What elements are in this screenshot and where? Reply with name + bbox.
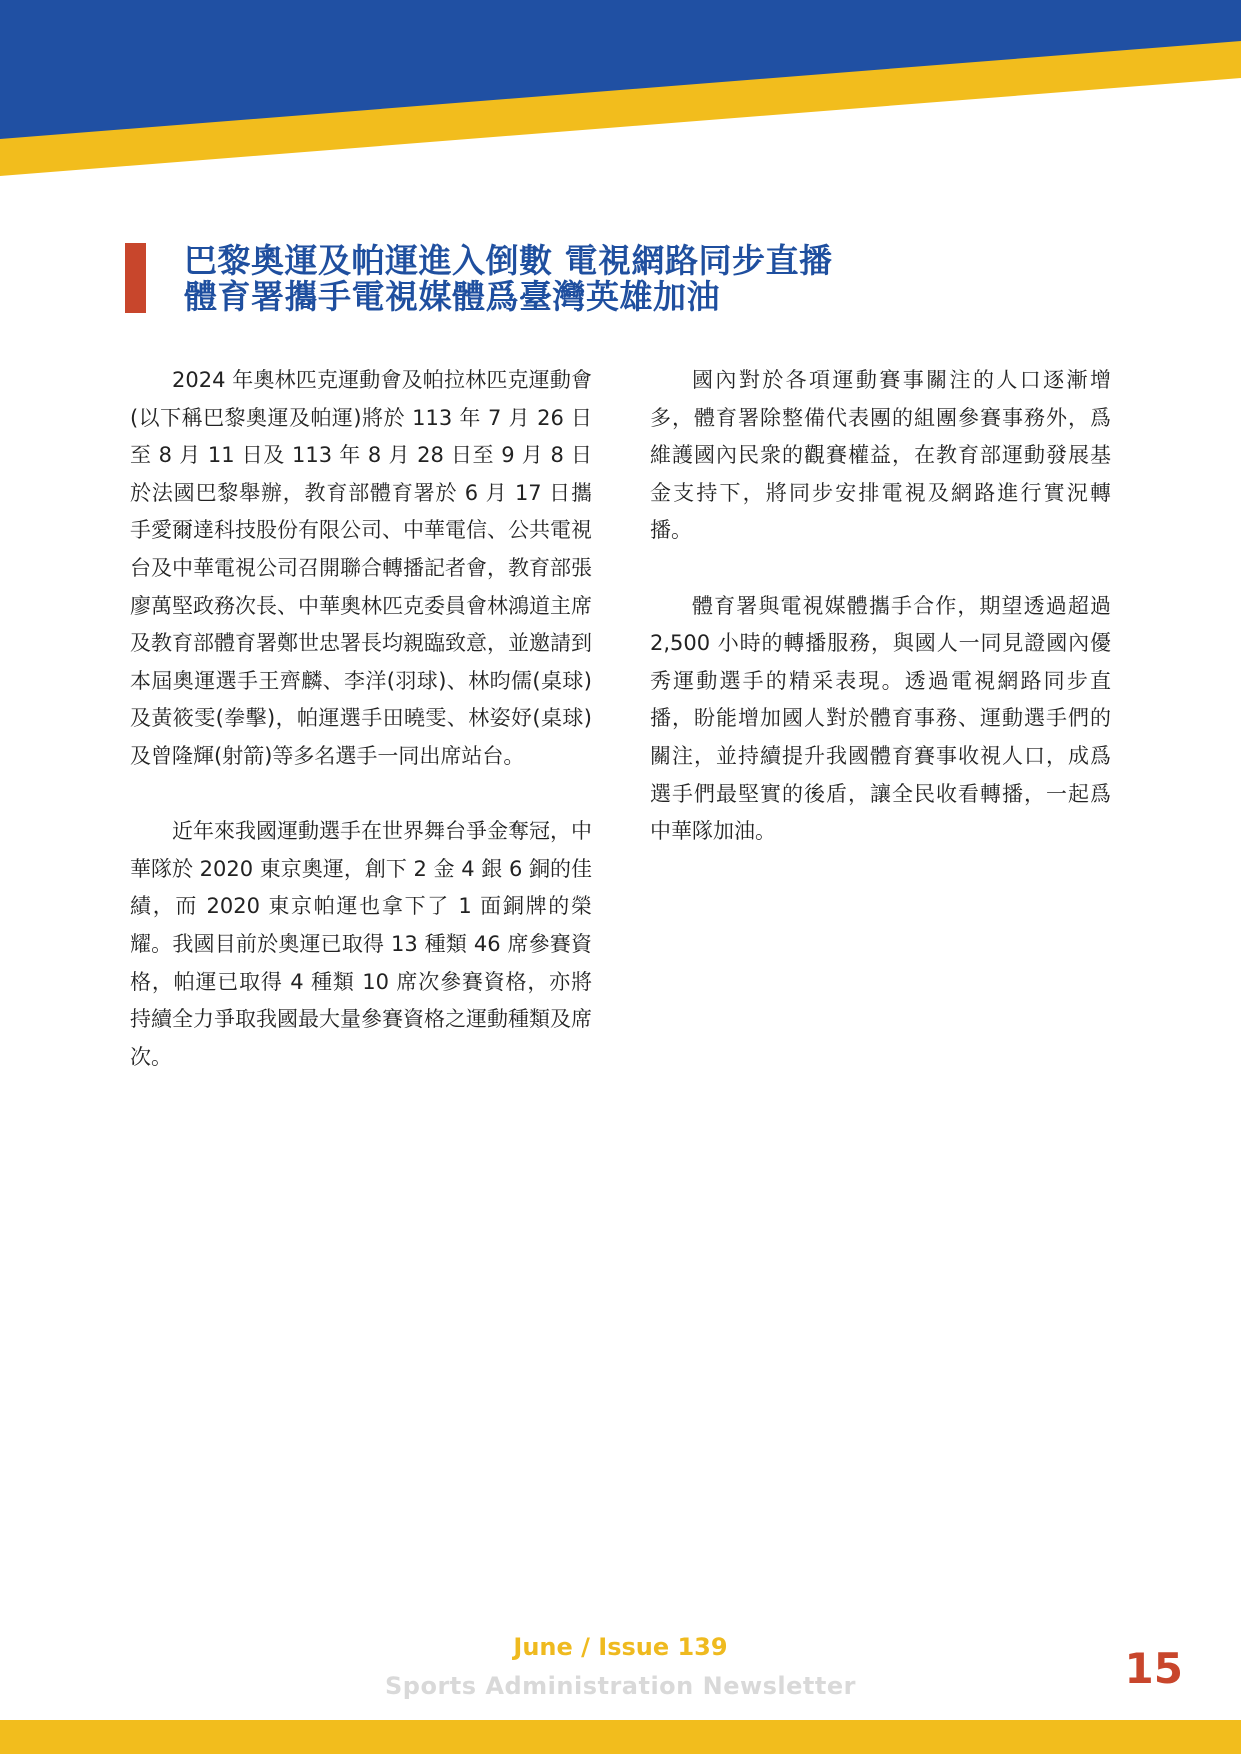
article-column-left [130, 362, 592, 1114]
paragraph: 國內對於各項運動賽事關注的人口逐漸增多，體育署除整備代表團的組團參賽事務外，爲維護國內民衆的觀賽權益，在教育部運動發展基金支持下，將同步安排電視及網路進行實況轉播。 [650, 368, 1111, 543]
header-banner [0, 0, 1241, 180]
paragraph: 近年來我國運動選手在世界舞台爭金奪冠，中華隊於 2020 東京奧運，創下 2 金 4 銀 6 銅的佳績，而 2020 東京帕運也拿下了 1 面銅牌的榮耀。我國目前於奧運已取得 13 種類 46 席參賽資格，帕運已取得 4 種類 10 席次參賽資格，亦將持續全力爭取我國最大量參賽資格之運動種類及席次。 [130, 819, 592, 1069]
footer-band [0, 1720, 1241, 1754]
page-number: 15 [1124, 1644, 1183, 1693]
paragraph: 2024 年奧林匹克運動會及帕拉林匹克運動會(以下稱巴黎奧運及帕運)將於 113 年 7 月 26 日至 8 月 11 日及 113 年 8 月 28 日至 9 月 8 日於法國巴黎舉辦，教育部體育署於 6 月 17 日攜手愛爾達科技股份有限公司、中華電信、公共電視台及中華電視公司召開聯合轉播記者會，教育部張廖萬堅政務次長、中華奧林匹克委員會林鴻道主席及教育部體育署鄭世忠署長均親臨致意，並邀請到本屆奧運選手王齊麟、李洋(羽球)、林昀儒(桌球)及黃筱雯(拳擊)，帕運選手田曉雯、林姿妤(桌球)及曾隆輝(射箭)等多名選手一同出席站台。 [130, 368, 592, 768]
footer-issue: June / Issue 139 [513, 1633, 728, 1661]
title-line-2: 體育署攜手電視媒體爲臺灣英雄加油 [184, 277, 720, 316]
footer-newsletter-name: Sports Administration Newsletter [384, 1672, 856, 1700]
article-column-right [650, 362, 1111, 888]
title-accent-bar [125, 243, 146, 313]
title-line-1: 巴黎奧運及帕運進入倒數 電視網路同步直播 [184, 241, 833, 280]
paragraph: 體育署與電視媒體攜手合作，期望透過超過 2,500 小時的轉播服務，與國人一同見證國內優秀運動選手的精采表現。透過電視網路同步直播，盼能增加國人對於體育事務、運動選手們的關注，並持續提升我國體育賽事收視人口，成爲選手們最堅實的後盾，讓全民收看轉播，一起爲中華隊加油。 [650, 593, 1111, 844]
